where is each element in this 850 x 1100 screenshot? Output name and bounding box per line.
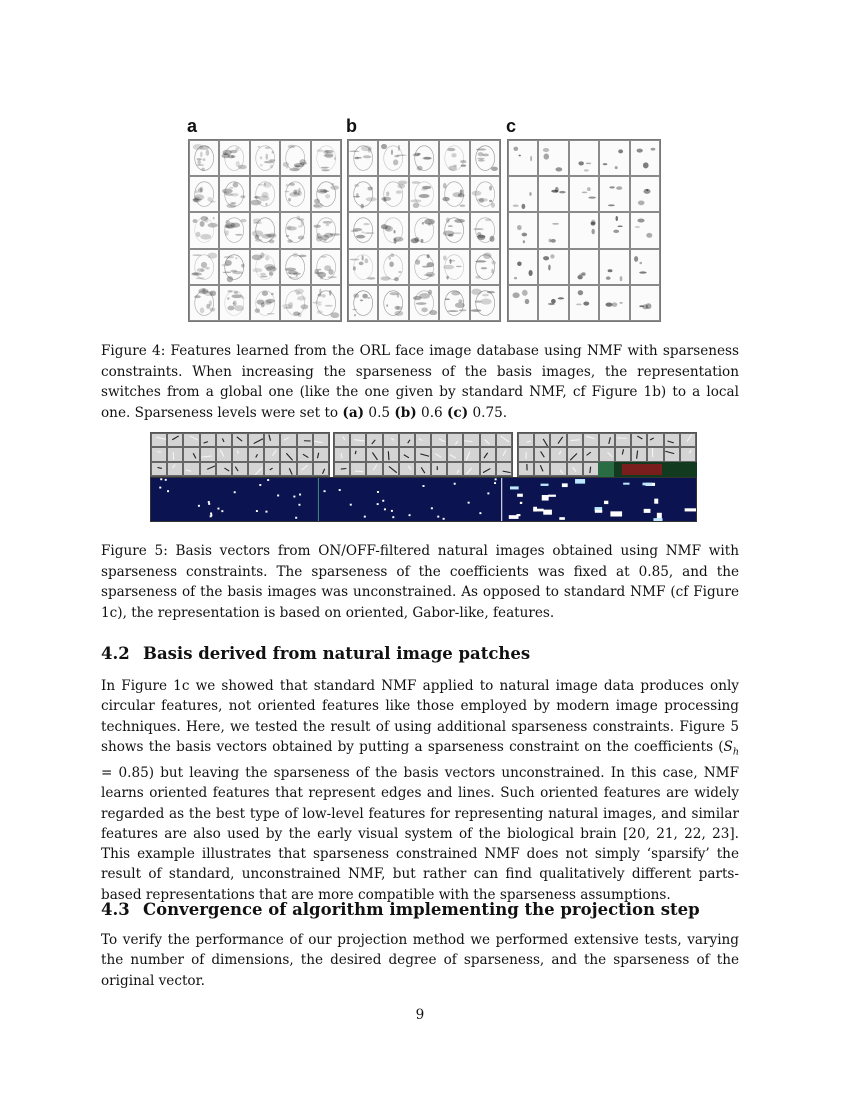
face-basis-image [508,212,538,248]
basis-patch [216,433,232,447]
face-basis-image [470,212,500,248]
basis-patch [366,447,382,461]
face-basis-image [219,140,249,176]
basis-patch [366,433,382,447]
basis-patch [151,447,167,461]
basis-patch [264,462,280,476]
basis-patch [297,433,313,447]
figure4-panel-label-c: c [506,116,517,136]
face-basis-image [599,176,629,212]
basis-patch [248,447,264,461]
figure4-panel-label-b: b [346,116,357,136]
section-4-3-heading: 4.3 Convergence of algorithm implementing the projection step [101,900,700,919]
basis-patch [350,447,366,461]
figure4-caption: Figure 4: Features learned from the ORL face image database using NMF with sparseness constraints. When increasing the sparseness of the basis images, the representation switches from a global one (like the one given by standard NMF, cf Figure 1b) to a local one. Sparseness levels were set to (a) 0.5 (b) 0.6 (c) 0.75. [101,343,739,421]
basis-patch [615,433,631,447]
basis-patch [383,462,399,476]
basis-patch [183,433,199,447]
figure5-color-patch [598,462,697,477]
face-basis-image [378,212,408,248]
face-basis-image [219,285,249,321]
face-basis-image [599,249,629,285]
basis-patch [151,462,167,476]
face-basis-image [311,249,341,285]
face-basis-image [311,285,341,321]
basis-patch [631,447,647,461]
figure5-caption: Figure 5: Basis vectors from ON/OFF-filtered natural images obtained using NMF with sparseness constraints. The sparseness of the coefficients was fixed at 0.85, and the sparseness of the basis images was unconstrained. As opposed to standard NMF (cf Figure 1c), the representation is based on oriented, Gabor-like, features. [101,543,739,621]
basis-patch [334,433,350,447]
face-basis-image [630,285,660,321]
basis-patch [383,447,399,461]
face-basis-image [280,285,310,321]
basis-patch [415,447,431,461]
basis-patch [599,447,615,461]
face-basis-image [250,176,280,212]
face-basis-image [250,249,280,285]
basis-patch [200,462,216,476]
basis-patch [167,433,183,447]
basis-patch [447,447,463,461]
face-basis-image [508,140,538,176]
face-basis-image [630,212,660,248]
basis-patch [496,462,512,476]
face-basis-image [280,212,310,248]
face-basis-image [569,176,599,212]
basis-patch [232,447,248,461]
basis-patch [366,462,382,476]
face-basis-image [280,249,310,285]
basis-patch [297,462,313,476]
basis-patch [216,447,232,461]
basis-patch [680,447,696,461]
basis-patch [232,433,248,447]
basis-patch [583,462,599,476]
face-basis-image [348,176,378,212]
face-basis-image [311,212,341,248]
basis-patch [200,447,216,461]
basis-patch [631,433,647,447]
face-basis-image [470,140,500,176]
face-basis-image [378,140,408,176]
basis-patch [518,433,534,447]
figure5-basis-patches-1 [150,432,330,477]
basis-patch [583,447,599,461]
basis-patch [567,462,583,476]
basis-patch [567,447,583,461]
basis-patch [480,433,496,447]
face-basis-image [470,176,500,212]
basis-patch [463,433,479,447]
basis-patch [216,462,232,476]
face-basis-image [630,176,660,212]
face-basis-image [250,212,280,248]
basis-patch [463,462,479,476]
figure4-face-basis-grid-b [347,139,501,322]
face-basis-image [439,140,469,176]
basis-patch [480,447,496,461]
basis-patch [480,462,496,476]
basis-patch [248,462,264,476]
page-number: 9 [415,1007,425,1023]
basis-patch [399,462,415,476]
basis-patch [431,433,447,447]
face-basis-image [348,285,378,321]
basis-patch [664,447,680,461]
face-basis-image [280,140,310,176]
face-basis-image [219,212,249,248]
face-basis-image [189,212,219,248]
face-basis-image [189,249,219,285]
face-basis-image [348,249,378,285]
basis-patch [264,447,280,461]
face-basis-image [250,140,280,176]
basis-patch [431,462,447,476]
basis-patch [350,462,366,476]
basis-patch [463,447,479,461]
basis-patch [680,433,696,447]
face-basis-image [189,285,219,321]
basis-patch [415,433,431,447]
face-basis-image [630,140,660,176]
basis-patch [647,447,663,461]
face-basis-image [409,285,439,321]
face-basis-image [538,176,568,212]
basis-patch [297,447,313,461]
face-basis-image [599,212,629,248]
basis-patch [334,447,350,461]
basis-patch [518,447,534,461]
basis-patch [232,462,248,476]
figure5-onoff-visualization [150,477,697,522]
face-basis-image [348,140,378,176]
face-basis-image [538,212,568,248]
basis-patch [583,433,599,447]
basis-patch [599,433,615,447]
face-basis-image [219,176,249,212]
face-basis-image [189,140,219,176]
face-basis-image [378,176,408,212]
face-basis-image [569,249,599,285]
face-basis-image [311,176,341,212]
basis-patch [280,447,296,461]
section-4-2-paragraph: In Figure 1c we showed that standard NMF applied to natural image data produces only circular features, not oriented features like those employed by modern image processing techniques. Here, we tested the result of using additional sparseness constraints. Figure 5 shows the basis vectors obtained by putting a sparseness constraint on the coefficients $(S_h = 0.85)$ but leaving the sparseness of the basis vectors unconstrained. In this case, NMF learns oriented features that represent edges and lines. Such oriented features are widely regarded as the best type of low-level features for representing natural images, and similar features are also used by the early visual system of the biological brain [20, 21, 22, 23]. This example illustrates that sparseness constrained NMF does not simply ‘sparsify’ the result of standard, unconstrained NMF, but rather can find qualitatively different parts-based representations that are more compatible with the sparseness assumptions. [101,678,740,903]
basis-patch [664,433,680,447]
face-basis-image [409,212,439,248]
basis-patch [248,433,264,447]
face-basis-image [189,176,219,212]
section-4-2-heading: 4.2 Basis derived from natural image patches [101,644,531,663]
face-basis-image [508,176,538,212]
figure4-panel-label-a: a [187,116,198,136]
face-basis-image [569,140,599,176]
basis-patch [383,433,399,447]
basis-patch [280,433,296,447]
basis-patch [534,447,550,461]
face-basis-image [569,285,599,321]
face-basis-image [470,285,500,321]
face-basis-image [538,140,568,176]
face-basis-image [409,176,439,212]
face-basis-image [470,249,500,285]
basis-patch [313,462,329,476]
face-basis-image [439,285,469,321]
basis-patch [350,433,366,447]
basis-patch [313,433,329,447]
basis-patch [615,447,631,461]
basis-patch [447,462,463,476]
figure5-basis-patches-2 [333,432,513,477]
face-basis-image [311,140,341,176]
basis-patch [167,462,183,476]
basis-patch [280,462,296,476]
face-basis-image [409,249,439,285]
basis-patch [496,447,512,461]
face-basis-image [280,176,310,212]
basis-patch [334,462,350,476]
face-basis-image [508,249,538,285]
basis-patch [200,433,216,447]
basis-patch [534,462,550,476]
face-basis-image [508,285,538,321]
basis-patch [151,433,167,447]
figure4-face-basis-grid-a [188,139,342,322]
basis-patch [431,447,447,461]
basis-patch [399,433,415,447]
face-basis-image [630,249,660,285]
face-basis-image [219,249,249,285]
face-basis-image [439,176,469,212]
basis-patch [534,433,550,447]
face-basis-image [409,140,439,176]
basis-patch [183,462,199,476]
face-basis-image [250,285,280,321]
face-basis-image [569,212,599,248]
basis-patch [415,462,431,476]
basis-patch [550,462,566,476]
basis-patch [264,433,280,447]
basis-patch [567,433,583,447]
face-basis-image [538,285,568,321]
face-basis-image [599,285,629,321]
basis-patch [496,433,512,447]
face-basis-image [439,212,469,248]
face-basis-image [348,212,378,248]
basis-patch [550,447,566,461]
basis-patch [167,447,183,461]
basis-patch [550,433,566,447]
face-basis-image [439,249,469,285]
basis-patch [313,447,329,461]
face-basis-image [378,249,408,285]
basis-patch [447,433,463,447]
basis-patch [183,447,199,461]
face-basis-image [378,285,408,321]
face-basis-image [599,140,629,176]
basis-patch [647,433,663,447]
face-basis-image [538,249,568,285]
basis-patch [399,447,415,461]
basis-patch [518,462,534,476]
section-4-3-paragraph: To verify the performance of our projection method we performed extensive tests, varying the number of dimensions, the desired degree of sparseness, and the sparseness of the original vector. [101,932,739,989]
figure4-face-basis-grid-c [507,139,661,322]
